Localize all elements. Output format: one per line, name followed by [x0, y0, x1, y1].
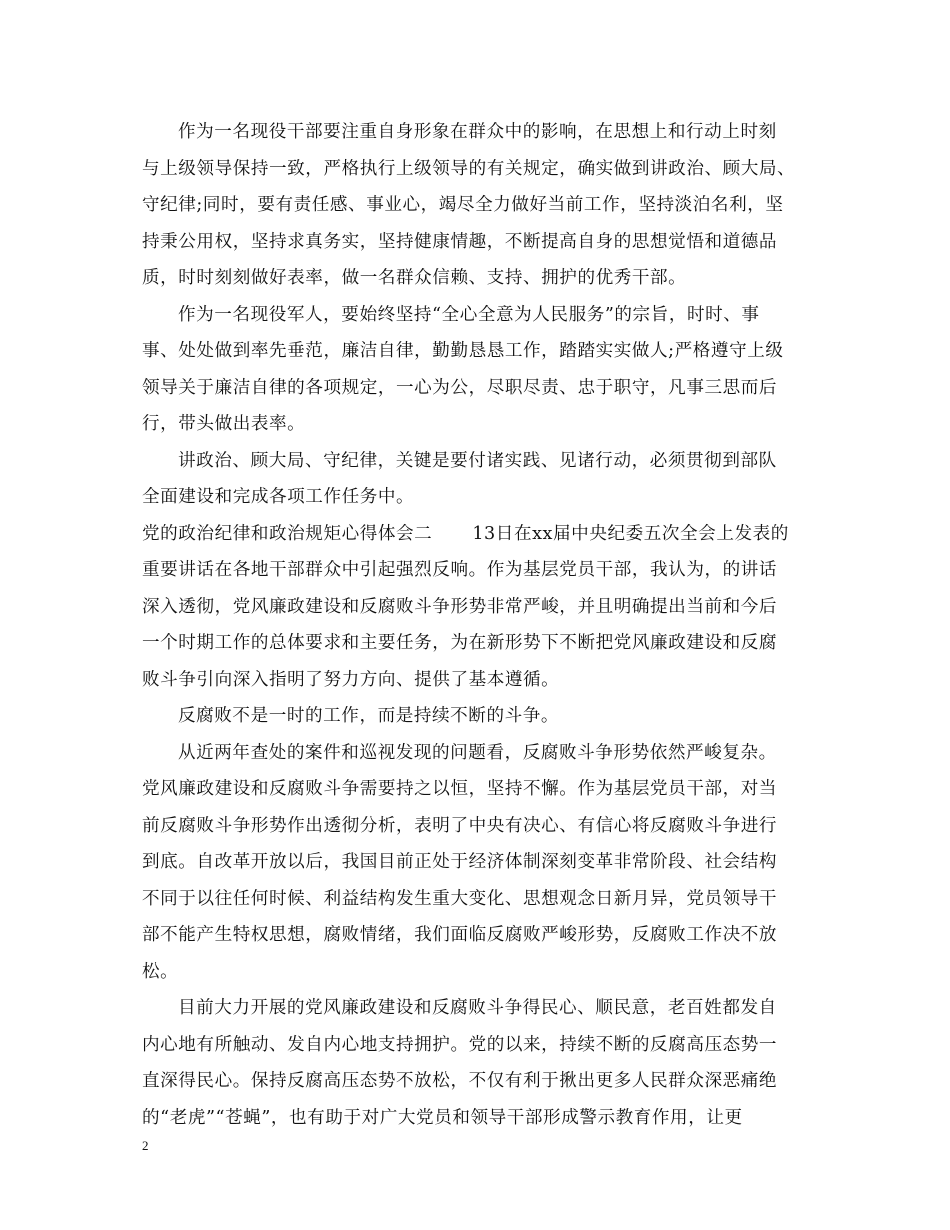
text-line: 重要讲话在各地干部群众中引起强烈反响。作为基层党员干部，我认为，的讲话	[142, 560, 778, 580]
text-line: 部不能产生特权思想，腐败情绪，我们面临反腐败严峻形势，反腐败工作决不放	[142, 925, 778, 945]
section-heading: 党的政治纪律和政治规矩心得体会二	[142, 523, 433, 544]
text-line: 内心地有所触动、发自内心地支持拥护。党的以来，持续不断的反腐高压态势一	[142, 1034, 778, 1055]
text-line: 守纪律;同时，要有责任感、事业心，竭尽全力做好当前工作，坚持淡泊名利，坚	[142, 195, 784, 215]
text-line: 直深得民心。保持反腐高压态势不放松，不仅有利于揪出更多人民群众深恶痛绝	[142, 1071, 778, 1091]
text-line: 从近两年查处的案件和巡视发现的问题看，反腐败斗争形势依然严峻复杂。	[178, 742, 777, 763]
text-line: 一个时期工作的总体要求和主要任务，为在新形势下不断把党风廉政建设和反腐	[142, 633, 778, 653]
text-line: 的“老虎”“苍蝇”，也有助于对广大党员和领导干部形成警示教育作用，让更	[142, 1107, 743, 1128]
section-heading-line	[142, 516, 808, 553]
page-number: 2	[142, 1138, 149, 1153]
text-line: 领导关于廉洁自律的各项规定，一心为公，尽职尽责、忠于职守，凡事三思而后	[142, 377, 778, 398]
text-line: 质，时时刻刻做好表率，做一名群众信赖、支持、拥护的优秀干部。	[142, 268, 687, 288]
text-line: 与上级领导保持一致，严格执行上级领导的有关规定，确实做到讲政治、顾大局、	[142, 158, 796, 179]
text-line: 持秉公用权，坚持求真务实，坚持健康情趣，不断提高自身的思想觉悟和道德品	[142, 231, 778, 252]
text-line: 全面建设和完成各项工作任务中。	[142, 487, 415, 507]
body-text	[142, 114, 808, 1136]
text-line: 松。	[142, 961, 179, 982]
text-line: 党风廉政建设和反腐败斗争需要持之以恒，坚持不懈。作为基层党员干部，对当	[142, 779, 778, 799]
text-line: 作为一名现役军人，要始终坚持“全心全意为人民服务”的宗旨，时时、事	[178, 304, 760, 325]
text-line: 作为一名现役干部要注重自身形象在群众中的影响，在思想上和行动上时刻	[178, 122, 777, 142]
text-line: 败斗争引向深入指明了努力方向、提供了基本遵循。	[142, 669, 560, 690]
text-line: 讲政治、顾大局、守纪律，关键是要付诸实践、见诸行动，必须贯彻到部队	[178, 450, 777, 471]
text-line: 行，带头做出表率。	[142, 414, 306, 434]
text-line: 到底。自改革开放以后，我国目前正处于经济体制深刻变革非常阶段、社会结构	[142, 852, 778, 872]
text-line: 目前大力开展的党风廉政建设和反腐败斗争得民心、顺民意，老百姓都发自	[178, 998, 777, 1018]
text-line: 深入透彻，党风廉政建设和反腐败斗争形势非常严峻，并且明确提出当前和今后	[142, 596, 778, 617]
text-line: 反腐败不是一时的工作，而是持续不断的斗争。	[178, 706, 560, 726]
text-line: 事、处处做到率先垂范，廉洁自律，勤勤恳恳工作，踏踏实实做人;严格遵守上级	[142, 341, 784, 361]
text-fragment: 13日在xx届中央纪委五次全会上发表的	[472, 523, 789, 544]
text-line: 前反腐败斗争形势作出透彻分析，表明了中央有决心、有信心将反腐败斗争进行	[142, 815, 778, 836]
text-line: 不同于以往任何时候、利益结构发生重大变化、思想观念日新月异，党员领导干	[142, 888, 778, 909]
